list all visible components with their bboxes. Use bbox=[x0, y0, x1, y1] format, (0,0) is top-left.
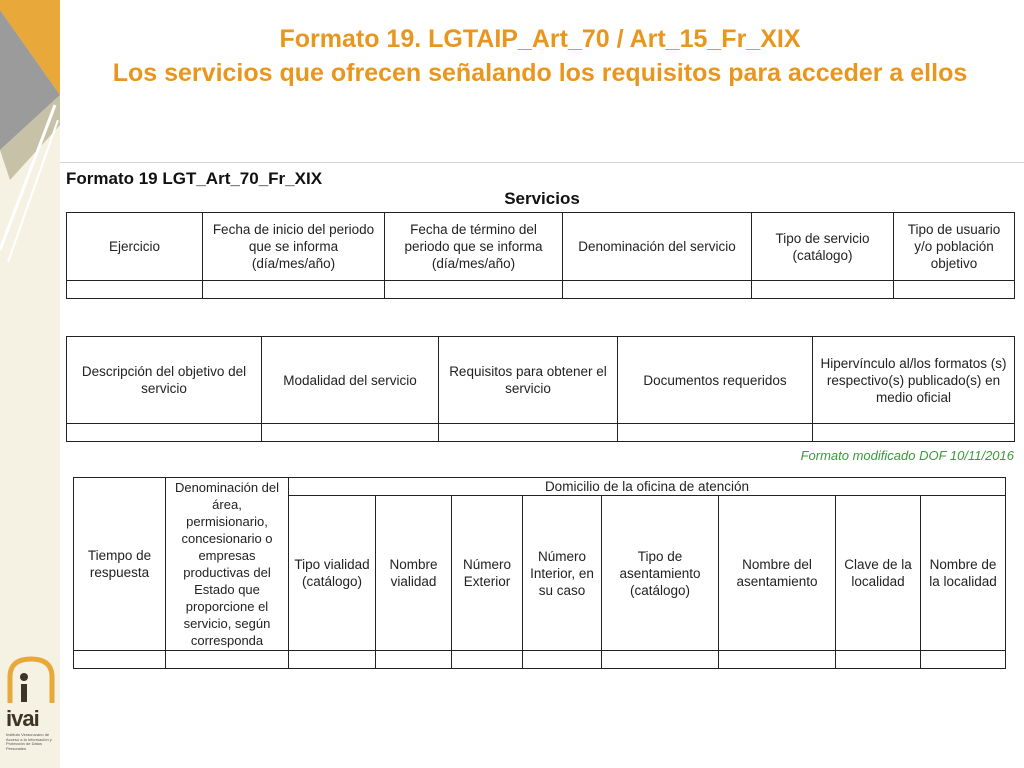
format-document bbox=[60, 162, 1024, 683]
header-clave-localidad: Clave de la localidad bbox=[836, 496, 921, 651]
logo-wordmark: ivai bbox=[6, 706, 39, 731]
services-table-2 bbox=[66, 336, 1015, 442]
table-row bbox=[67, 281, 1015, 299]
logo-tagline: Instituto Veracruzano de Acceso a la Información y Protección de Datos Personales bbox=[6, 732, 52, 751]
header-hipervinculo: Hipervínculo al/los formatos (s) respectivo(s) publicado(s) en medio oficial bbox=[813, 337, 1015, 424]
services-table-3 bbox=[73, 477, 1006, 669]
left-decorative-band bbox=[0, 0, 60, 768]
header-fecha-termino: Fecha de término del periodo que se informa (día/mes/año) bbox=[385, 213, 563, 281]
header-tipo-asentamiento: Tipo de asentamiento (catálogo) bbox=[602, 496, 719, 651]
header-numero-exterior: Número Exterior bbox=[452, 496, 523, 651]
table-row bbox=[74, 651, 1006, 669]
header-ejercicio: Ejercicio bbox=[67, 213, 203, 281]
header-tipo-vialidad: Tipo vialidad (catálogo) bbox=[289, 496, 376, 651]
header-nombre-vialidad: Nombre vialidad bbox=[376, 496, 452, 651]
footnote-modified: Formato modificado DOF 10/11/2016 bbox=[800, 448, 1014, 463]
header-documentos: Documentos requeridos bbox=[618, 337, 813, 424]
header-descripcion-objetivo: Descripción del objetivo del servicio bbox=[67, 337, 262, 424]
header-modalidad: Modalidad del servicio bbox=[262, 337, 439, 424]
header-tiempo-respuesta: Tiempo de respuesta bbox=[74, 478, 166, 651]
header-requisitos: Requisitos para obtener el servicio bbox=[439, 337, 618, 424]
header-tipo-usuario: Tipo de usuario y/o población objetivo bbox=[894, 213, 1015, 281]
header-domicilio-oficina: Domicilio de la oficina de atención bbox=[289, 478, 1006, 496]
slide-title bbox=[70, 22, 1010, 90]
document-title: Formato 19 LGT_Art_70_Fr_XIX bbox=[66, 169, 323, 188]
header-denominacion-servicio: Denominación del servicio bbox=[563, 213, 752, 281]
header-tipo-servicio: Tipo de servicio (catálogo) bbox=[752, 213, 894, 281]
header-fecha-inicio: Fecha de inicio del periodo que se informa (día/mes/año) bbox=[203, 213, 385, 281]
services-table-1 bbox=[66, 212, 1015, 299]
header-nombre-asentamiento: Nombre del asentamiento bbox=[719, 496, 836, 651]
table-row bbox=[67, 424, 1015, 442]
slide-title-line2: Los servicios que ofrecen señalando los requisitos para acceder a ellos bbox=[112, 59, 968, 87]
slide-title-line1: Formato 19. LGTAIP_Art_70 / Art_15_Fr_XIX bbox=[279, 25, 801, 53]
header-denominacion-area: Denominación del área, permisionario, concesionario o empresas productivas del Estado que proporcione el servicio, según corresponda bbox=[166, 478, 289, 651]
document-subtitle: Servicios bbox=[504, 189, 580, 208]
header-nombre-localidad: Nombre de la localidad bbox=[921, 496, 1006, 651]
header-numero-interior: Número Interior, en su caso bbox=[523, 496, 602, 651]
decorative-shapes-icon bbox=[0, 0, 60, 768]
